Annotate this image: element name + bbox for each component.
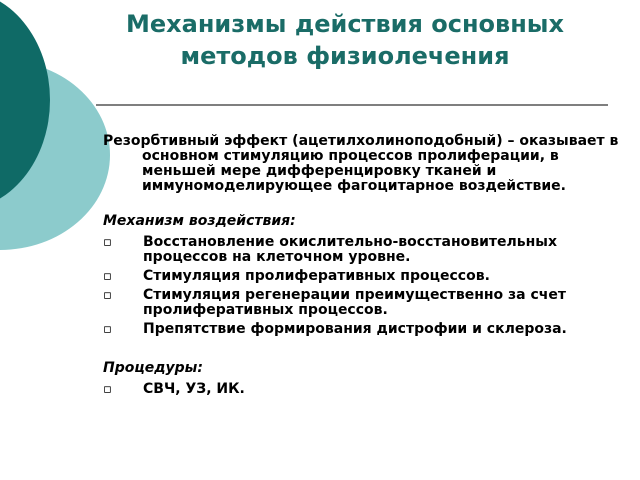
list-item — [103, 382, 628, 397]
slide-title: Механизмы действия основных методов физиолечения — [126, 10, 564, 70]
bullet-icon: ▫ — [103, 288, 112, 303]
title-divider — [96, 104, 608, 106]
list-item-text: Стимуляция пролиферативных процессов. — [143, 268, 490, 284]
bullet-icon: ▫ — [103, 235, 112, 250]
slide-content — [103, 134, 628, 401]
list-item-text: СВЧ, УЗ, ИК. — [143, 381, 245, 397]
bullet-icon: ▫ — [103, 269, 112, 284]
list-item — [103, 288, 628, 318]
mechanism-list — [103, 235, 628, 337]
bullet-icon: ▫ — [103, 382, 112, 397]
list-item-text: Препятствие формирования дистрофии и склероза. — [143, 321, 567, 337]
list-item — [103, 322, 628, 337]
intro-paragraph: Резорбтивный эффект (ацетилхолиноподобный) – оказывает в основном стимуляцию процессов пролиферации, в меньшей мере дифференцировку тканей и иммуномоделирующее фагоцитарное воздействие. — [103, 133, 619, 194]
procedures-heading: Процедуры: — [103, 360, 203, 376]
list-item-text: Стимуляция регенерации преимущественно за счет пролиферативных процессов. — [143, 287, 567, 318]
list-item-text: Восстановление окислительно-восстановительных процессов на клеточном уровне. — [143, 234, 557, 265]
mechanism-heading: Механизм воздействия: — [103, 213, 296, 229]
list-item — [103, 235, 628, 265]
procedures-list — [103, 382, 628, 397]
list-item — [103, 269, 628, 284]
bullet-icon: ▫ — [103, 322, 112, 337]
